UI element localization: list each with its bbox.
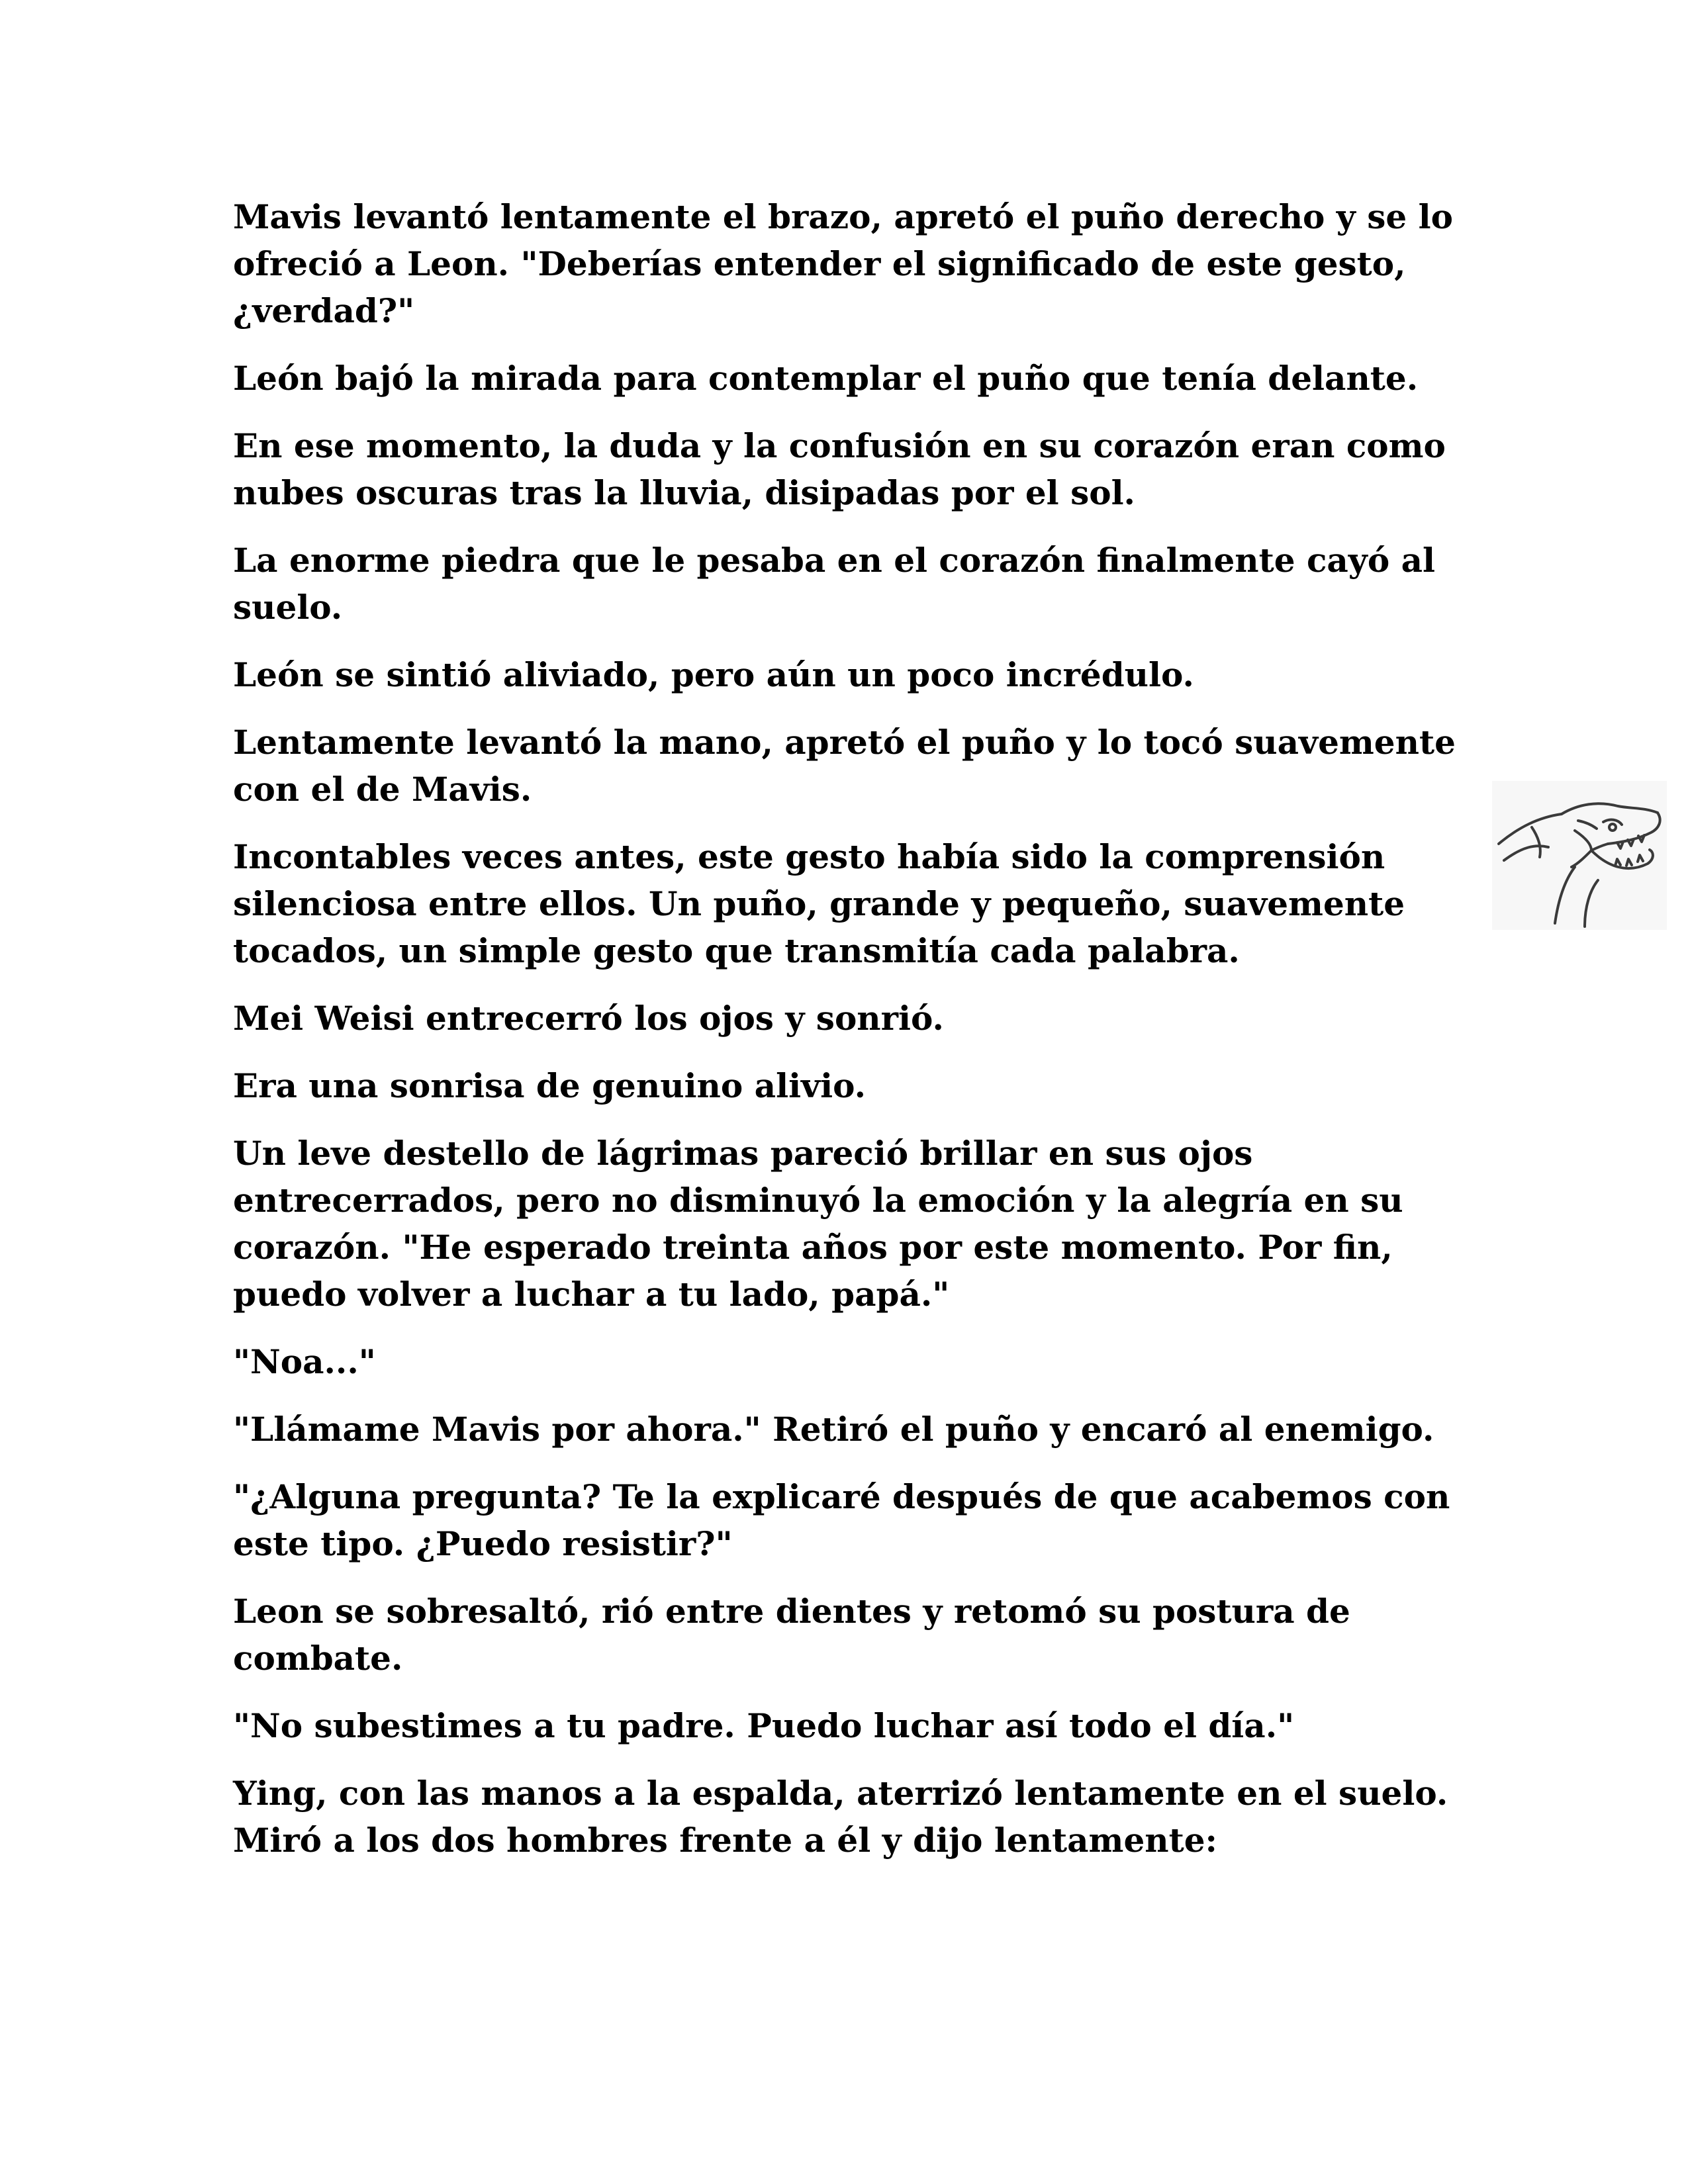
dinosaur-head-sketch-icon — [1492, 781, 1667, 930]
paragraph-1: Mavis levantó lentamente el brazo, apretó el puño derecho y se lo ofreció a Leon. "Deberías entender el significado de este gesto, ¿verdad?" — [233, 197, 1453, 330]
paragraph-13: "¿Alguna pregunta? Te la explicaré después de que acabemos con este tipo. ¿Puedo resistir?" — [233, 1477, 1450, 1563]
paragraph-5: León se sintió aliviado, pero aún un poco incrédulo. — [233, 655, 1194, 694]
paragraph-10: Un leve destello de lágrimas pareció brillar en sus ojos entrecerrados, pero no disminuyó la emoción y la alegría en su corazón. "He esperado treinta años por este momento. Por fin, puedo volver a luchar a tu lado, papá." — [233, 1134, 1403, 1314]
paragraph-16: Ying, con las manos a la espalda, aterrizó lentamente en el suelo. Miró a los dos hombres frente a él y dijo lentamente: — [233, 1774, 1448, 1860]
body-text — [233, 193, 1477, 1884]
paragraph-4: La enorme piedra que le pesaba en el corazón finalmente cayó al suelo. — [233, 541, 1435, 627]
paragraph-7: Incontables veces antes, este gesto había sido la comprensión silenciosa entre ellos. Un puño, grande y pequeño, suavemente tocados, un simple gesto que transmitía cada palabra. — [233, 837, 1405, 970]
paragraph-11: "Noa..." — [233, 1342, 376, 1381]
paragraph-3: En ese momento, la duda y la confusión en su corazón eran como nubes oscuras tras la lluvia, disipadas por el sol. — [233, 426, 1446, 512]
paragraph-2: León bajó la mirada para contemplar el puño que tenía delante. — [233, 359, 1419, 398]
paragraph-14: Leon se sobresaltó, rió entre dientes y retomó su postura de combate. — [233, 1592, 1350, 1678]
paragraph-12: "Llámame Mavis por ahora." Retiró el puño y encaró al enemigo. — [233, 1410, 1434, 1449]
paragraph-6: Lentamente levantó la mano, apretó el puño y lo tocó suavemente con el de Mavis. — [233, 723, 1456, 809]
paragraph-9: Era una sonrisa de genuino alivio. — [233, 1066, 866, 1105]
paragraph-8: Mei Weisi entrecerró los ojos y sonrió. — [233, 999, 944, 1038]
paragraph-15: "No subestimes a tu padre. Puedo luchar así todo el día." — [233, 1706, 1295, 1745]
